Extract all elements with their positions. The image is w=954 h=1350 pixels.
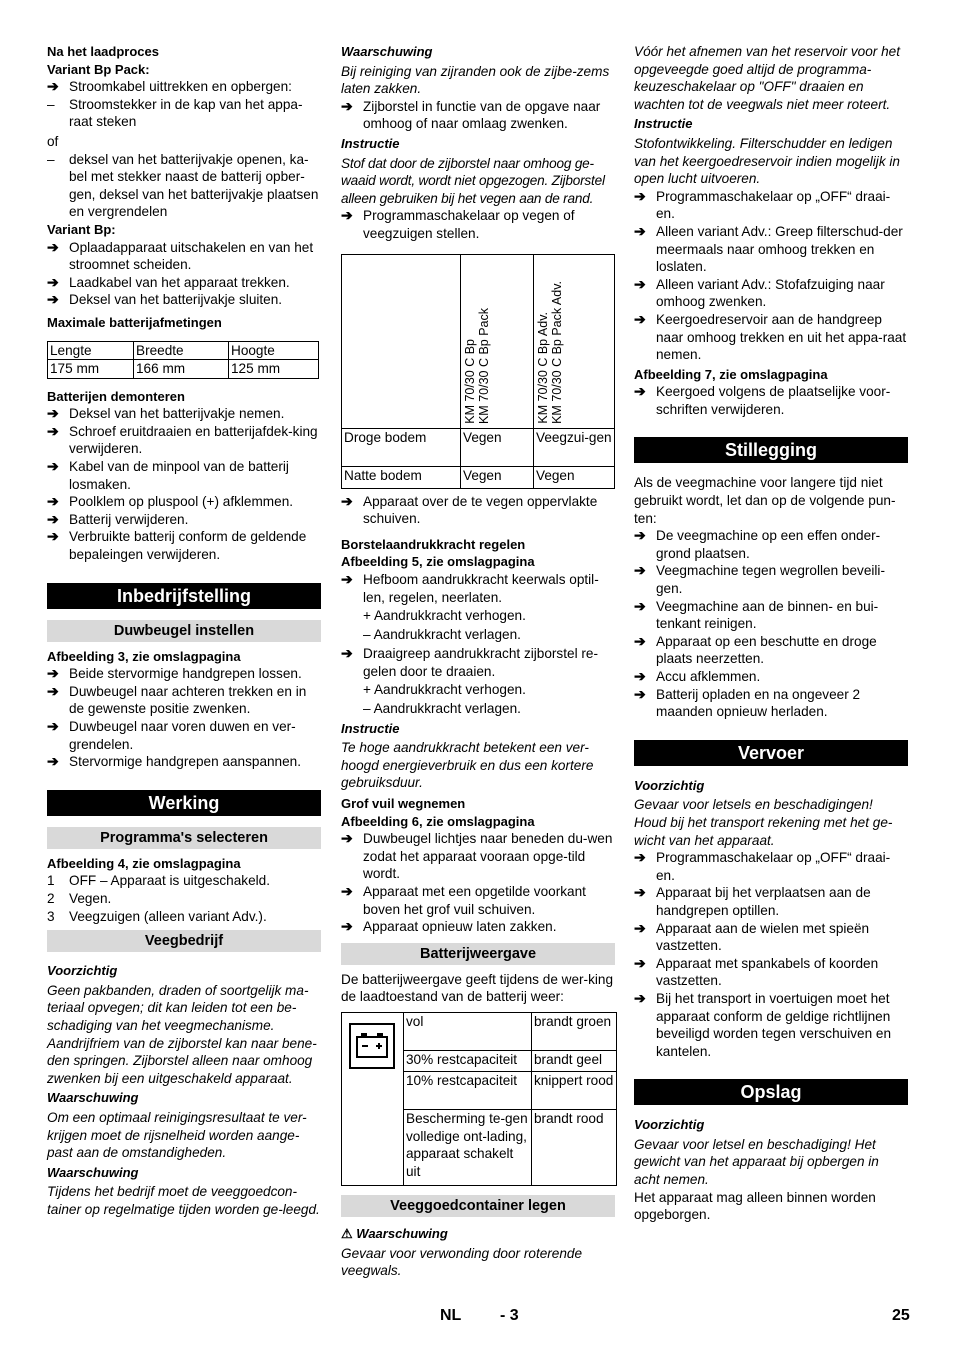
dash-icon: –	[47, 151, 55, 167]
list-item: ➔ Programmaschakelaar op vegen of veegzuigen stellen.	[341, 207, 575, 241]
minus-text: – Aandrukkracht verlagen.	[363, 701, 521, 717]
figure-reference: Afbeelding 3, zie omslagpagina	[47, 648, 241, 664]
table-cell: Vegen	[461, 428, 534, 466]
list-item: ➔ Apparaat bij het verplaatsen aan de handgrepen optillen.	[634, 884, 871, 918]
warning-triangle-icon: ⚠	[341, 1225, 353, 1241]
arrow-icon: ➔	[47, 528, 59, 545]
table-cell: Natte bodem	[342, 466, 461, 488]
subsection-heading: Borstelaandrukkracht regelen	[341, 536, 526, 552]
list-item: ➔ Draaigreep aandrukkracht zijborstel re-gelen door te draaien.	[341, 645, 598, 679]
arrow-icon: ➔	[634, 954, 646, 971]
list-item: ➔ Laadkabel van het apparaat trekken.	[47, 273, 290, 290]
list-item: ➔ Zijborstel in functie van de opgave naar omhoog of naar omlaag zwenken.	[341, 97, 601, 132]
subsection-title: Veeggoedcontainer legen	[341, 1195, 615, 1217]
list-item: ➔ Apparaat aan de wielen met spieën vastzetten.	[634, 919, 870, 954]
arrow-icon: ➔	[341, 97, 353, 114]
subsection-title: Batterijweergave	[341, 943, 615, 965]
arrow-icon: ➔	[634, 275, 646, 292]
instruction-label: Instructie	[341, 135, 400, 151]
mode-table	[341, 254, 615, 489]
arrow-icon: ➔	[341, 207, 353, 224]
arrow-icon: ➔	[634, 989, 646, 1006]
arrow-icon: ➔	[634, 685, 646, 702]
battery-table	[341, 1012, 617, 1186]
subsection-heading: Grof vuil wegnemen	[341, 796, 466, 812]
table-header: Breedte	[134, 341, 229, 360]
warning-text: Gevaar voor verwonding door roterende veegwals.	[341, 1245, 583, 1279]
list-item: – deksel van het batterijvakje openen, ka-bel met stekker naast de batterij opber-gen, deksel van het batterijvakje plaatsen en vergrendelen	[47, 151, 319, 220]
list-item: ➔ Apparaat met spankabels of koorden vastzetten.	[634, 954, 879, 989]
warning-text: Om een optimaal reinigingsresultaat te ver-krijgen moet de rijsnelheid worden aange-past aan de omstandigheden.	[47, 1109, 307, 1161]
list-item: 3 Veegzuigen (alleen variant Adv.).	[47, 908, 267, 924]
table-cell: vol	[404, 1012, 532, 1050]
figure-reference: Afbeelding 5, zie omslagpagina	[341, 554, 535, 570]
table-cell: knippert rood	[532, 1071, 617, 1109]
arrow-icon: ➔	[634, 597, 646, 614]
list-item: ➔ Kabel van de minpool van de batterij losmaken.	[47, 458, 289, 492]
arrow-icon: ➔	[47, 238, 59, 255]
list-item: ➔ Schroef eruitdraaien en batterijafdek-king verwijderen.	[47, 422, 318, 457]
figure-reference: Afbeelding 7, zie omslagpagina	[634, 366, 828, 382]
arrow-icon: ➔	[341, 570, 353, 587]
list-item: ➔ Programmaschakelaar op „OFF“ draai-en.	[634, 849, 891, 883]
figure-reference: Afbeelding 6, zie omslagpagina	[341, 813, 535, 829]
instruction-text: Stofontwikkeling. Filterschudder en ledigen van het keergoedreservoir indien mogelijk in open lucht uitvoeren.	[634, 135, 900, 187]
table-cell: Bescherming te-gen volledige ont-lading, apparaat schakelt uit	[404, 1109, 532, 1185]
list-item: ➔ Batterij verwijderen.	[47, 510, 189, 527]
caution-text: Gevaar voor letsels en beschadigingen! Houd bij het transport rekening met het ge-wicht van het apparaat.	[634, 797, 893, 848]
footer-local-page: - 3	[500, 1307, 519, 1324]
arrow-icon: ➔	[634, 884, 646, 901]
list-item: 1 OFF – Apparaat is uitgeschakeld.	[47, 873, 270, 889]
paragraph: De batterijweergave geeft tijdens de wer-king de laadtoestand van de batterij weer:	[341, 971, 614, 1005]
battery-icon	[349, 1023, 395, 1069]
warning-text: Bij reiniging van zijranden ook de zijbe-zems laten zakken.	[341, 63, 610, 97]
list-item: ➔ Alleen variant Adv.: Stofafzuiging naar omhoog zwenken.	[634, 275, 885, 310]
table-cell: 125 mm	[229, 360, 319, 379]
table-cell: 166 mm	[134, 360, 229, 379]
table-cell	[342, 1012, 404, 1185]
arrow-icon: ➔	[47, 510, 59, 527]
list-item: ➔ Batterij opladen en na ongeveer 2 maanden opnieuw herladen.	[634, 685, 861, 720]
arrow-icon: ➔	[634, 632, 646, 649]
list-item: ➔ De veegmachine op een effen onder-grond plaatsen.	[634, 527, 881, 561]
arrow-icon: ➔	[634, 562, 646, 579]
arrow-icon: ➔	[341, 830, 353, 847]
arrow-icon: ➔	[47, 273, 59, 290]
table-cell: brandt geel	[532, 1050, 617, 1071]
table-header: Lengte	[48, 341, 134, 360]
list-item: ➔ Stroomkabel uittrekken en opbergen:	[47, 78, 292, 95]
table-cell: Veegzui-gen	[534, 428, 615, 466]
arrow-icon: ➔	[47, 458, 59, 475]
instruction-text: Te hoge aandrukkracht betekent een ver-hoogd energieverbruik en dus een kortere gebruiksduur.	[341, 740, 594, 791]
plus-text: + Aandrukkracht verhogen.	[363, 608, 526, 624]
paragraph: Het apparaat mag alleen binnen worden opgeborgen.	[634, 1189, 876, 1223]
arrow-icon: ➔	[634, 310, 646, 327]
list-item: – Stroomstekker in de kap van het appa-raat steken	[47, 96, 303, 130]
table-header: KM 70/30 C Bp KM 70/30 C Bp Pack	[461, 254, 534, 428]
list-item: ➔ Hefboom aandrukkracht keerwals optil-len, regelen, neerlaten.	[341, 570, 599, 605]
variant-heading: Variant Bp:	[47, 221, 116, 237]
caution-text: Geen pakbanden, draden of soortgelijk ma-teriaal opvegen; dit kan leiden tot een be-schadiging van het veegmechanisme. Aandrijfriem van de zijborstel kan naar bene-den springen. Zijborstel alleen naar omhoog zwenken bij een uitgeschakeld apparaat.	[47, 982, 317, 1086]
list-item: ➔ Accu afklemmen.	[634, 668, 761, 684]
footer-language: NL	[440, 1307, 462, 1324]
arrow-icon: ➔	[634, 187, 646, 204]
section-title: Inbedrijfstelling	[47, 583, 321, 609]
subsection-heading: Maximale batterijafmetingen	[47, 314, 222, 330]
arrow-icon: ➔	[634, 668, 646, 684]
section-title: Vervoer	[634, 740, 908, 766]
table-cell: 30% restcapaciteit	[404, 1050, 532, 1071]
caution-label: Voorzichtig	[634, 777, 705, 793]
caution-text: Gevaar voor letsel en beschadiging! Het gewicht van het apparaat bij opbergen in acht nemen.	[634, 1136, 879, 1188]
paragraph: Als de veegmachine voor langere tijd niet gebruikt wordt, let dan op de volgende pun-ten:	[634, 475, 896, 526]
list-item: ➔ Deksel van het batterijvakje sluiten.	[47, 291, 283, 308]
arrow-icon: ➔	[634, 222, 646, 239]
list-item: ➔ Bij het transport in voertuigen moet het apparaat conform de geldige richtlijnen beveiligd worden tegen verschuiven en kantelen.	[634, 989, 892, 1059]
list-item: ➔ Verbruikte batterij conform de geldende bepaleingen verwijderen.	[47, 528, 307, 563]
list-item: ➔ Apparaat met een opgetilde voorkant boven het grof vuil schuiven.	[341, 883, 586, 917]
list-item: ➔ Oplaadapparaat uitschakelen en van het stroomnet scheiden.	[47, 238, 314, 273]
list-item: ➔ Duwbeugel naar achteren trekken en in de gewenste positie zwenken.	[47, 682, 307, 717]
list-item: ➔ Apparaat over de te vegen oppervlakte schuiven.	[341, 492, 598, 527]
list-item: ➔ Duwbeugel naar voren duwen en ver-grendelen.	[47, 718, 296, 752]
arrow-icon: ➔	[47, 682, 59, 699]
warning-label: Waarschuwing	[47, 1090, 139, 1106]
table-cell: Vegen	[461, 466, 534, 488]
list-item: 2 Vegen.	[47, 890, 112, 906]
intro-text: Vóór het afnemen van het reservoir voor het opgeveegde goed altijd de programma-keuzeschakelaar op "OFF" draaien en wachten tot de veegwals niet meer roteert.	[634, 44, 900, 112]
dimensions-table	[47, 341, 319, 379]
section-title: Werking	[47, 790, 321, 816]
subsection-title: Veegbedrijf	[47, 930, 321, 952]
arrow-icon: ➔	[341, 918, 353, 935]
arrow-icon: ➔	[47, 718, 59, 734]
arrow-icon: ➔	[47, 753, 59, 770]
warning-label: ⚠ Waarschuwing	[341, 1225, 448, 1241]
list-item: ➔ Poolklem op pluspool (+) afklemmen.	[47, 493, 294, 510]
list-item: ➔ Veegmachine aan de binnen- en bui-tenkant reinigen.	[634, 597, 879, 632]
arrow-icon: ➔	[47, 78, 59, 95]
arrow-icon: ➔	[47, 493, 59, 510]
section-title: Stillegging	[634, 437, 908, 463]
arrow-icon: ➔	[47, 405, 59, 422]
plus-text: + Aandrukkracht verhogen.	[363, 682, 526, 698]
arrow-icon: ➔	[341, 883, 353, 899]
footer-page-number: 25	[892, 1307, 910, 1324]
arrow-icon: ➔	[47, 422, 59, 439]
arrow-icon: ➔	[341, 645, 353, 662]
warning-text: Tijdens het bedrijf moet de veeggoedcon-tainer op regelmatige tijden worden ge-leegd.	[47, 1184, 320, 1217]
list-item: ➔ Beide stervormige handgrepen lossen.	[47, 665, 302, 682]
list-item: ➔ Keergoedreservoir aan de handgreep naar omhoog trekken en uit het appa-raat nemen.	[634, 310, 907, 363]
table-header: Hoogte	[229, 341, 319, 360]
table-header: KM 70/30 C Bp Adv. KM 70/30 C Bp Pack Adv.	[534, 254, 615, 428]
caution-label: Voorzichtig	[47, 963, 118, 979]
list-item: ➔ Keergoed volgens de plaatselijke voor-schriften verwijderen.	[634, 383, 891, 417]
subsection-heading: Batterijen demonteren	[47, 388, 185, 404]
list-item: ➔ Apparaat opnieuw laten zakken.	[341, 918, 557, 935]
figure-reference: Afbeelding 4, zie omslagpagina	[47, 855, 241, 871]
dash-icon: –	[47, 96, 55, 112]
arrow-icon: ➔	[634, 383, 646, 400]
arrow-icon: ➔	[634, 849, 646, 866]
subsection-title: Duwbeugel instellen	[47, 620, 321, 642]
table-cell: Droge bodem	[342, 428, 461, 466]
list-item: ➔ Stervormige handgrepen aanspannen.	[47, 753, 302, 770]
column-3	[634, 43, 908, 1224]
instruction-text: Stof dat door de zijborstel naar omhoog ge-waaid wordt, wordt niet opgezogen. Zijborstel alleen gebruiken bij het vegen aan de rand.	[341, 155, 605, 206]
column-2	[341, 43, 615, 1280]
minus-text: – Aandrukkracht verlagen.	[363, 626, 521, 642]
list-item: ➔ Veegmachine tegen wegrollen beveili-gen.	[634, 562, 885, 597]
table-cell: brandt groen	[532, 1012, 617, 1050]
column-1	[47, 43, 321, 1218]
table-cell: 175 mm	[48, 360, 134, 379]
table-cell	[342, 254, 461, 428]
table-cell: brandt rood	[532, 1109, 617, 1185]
table-cell: Vegen	[534, 466, 615, 488]
list-item: ➔ Apparaat op een beschutte en droge plaats neerzetten.	[634, 632, 877, 667]
list-item: ➔ Alleen variant Adv.: Greep filterschud-der meermaals naar omhoog trekken en loslaten.	[634, 222, 903, 275]
table-cell: 10% restcapaciteit	[404, 1071, 532, 1109]
subsection-title: Programma's selecteren	[47, 827, 321, 849]
instruction-label: Instructie	[341, 720, 400, 736]
list-item: ➔ Duwbeugel lichtjes naar beneden du-wen zodat het apparaat vooraan opge-tild wordt.	[341, 830, 613, 882]
arrow-icon: ➔	[634, 527, 646, 544]
arrow-icon: ➔	[47, 665, 59, 682]
or-text: of	[47, 133, 59, 149]
variant-heading: Variant Bp Pack:	[47, 61, 150, 77]
warning-label: Waarschuwing	[341, 44, 433, 59]
list-item: ➔ Programmaschakelaar op „OFF“ draai-en.	[634, 187, 891, 222]
instruction-label: Instructie	[634, 116, 693, 132]
warning-label: Waarschuwing	[47, 1164, 139, 1180]
caution-label: Voorzichtig	[634, 1117, 705, 1133]
list-item: ➔ Deksel van het batterijvakje nemen.	[47, 405, 285, 422]
section-title: Opslag	[634, 1079, 908, 1105]
arrow-icon: ➔	[47, 291, 59, 308]
arrow-icon: ➔	[634, 919, 646, 936]
battery-symbol	[351, 1025, 393, 1067]
section-heading: Na het laadproces	[47, 44, 159, 59]
arrow-icon: ➔	[341, 492, 353, 509]
